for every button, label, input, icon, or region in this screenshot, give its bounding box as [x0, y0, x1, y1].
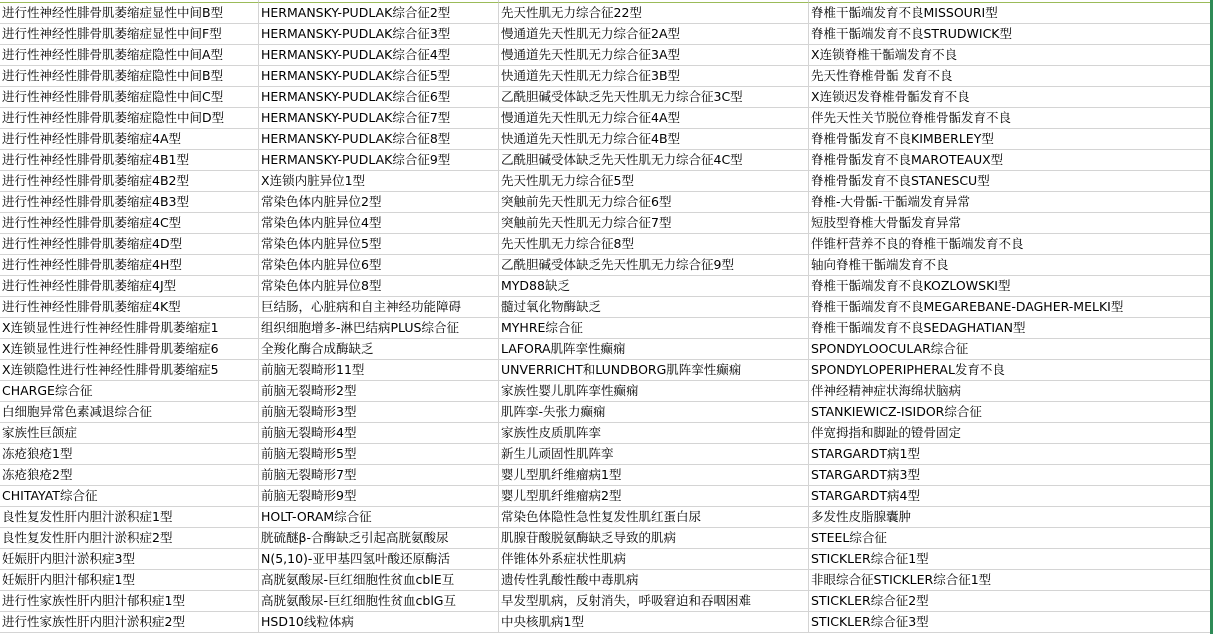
table-cell[interactable]: 脊椎干骺端发育不良MISSOURI型	[809, 3, 1213, 24]
table-cell[interactable]: 冻疮狼疮2型	[0, 465, 259, 486]
table-cell[interactable]: X连锁显性进行性神经性腓骨肌萎缩症6	[0, 339, 259, 360]
table-cell[interactable]: 新生儿顽固性肌阵挛	[499, 444, 809, 465]
table-cell[interactable]: 早发型肌病，反射消失，呼吸窘迫和吞咽困难	[499, 591, 809, 612]
table-cell[interactable]: 常染色体隐性急性复发性肌红蛋白尿	[499, 507, 809, 528]
table-cell[interactable]: 婴儿型肌纤维瘤病2型	[499, 486, 809, 507]
table-cell[interactable]: 白细胞异常色素减退综合征	[0, 402, 259, 423]
table-cell[interactable]: 巨结肠，心脏病和自主神经功能障碍	[259, 297, 499, 318]
table-cell[interactable]: 组织细胞增多-淋巴结病PLUS综合征	[259, 318, 499, 339]
table-cell[interactable]: 脊椎干骺端发育不良MEGAREBANE-DAGHER-MELKI型	[809, 297, 1213, 318]
table-cell[interactable]: 遗传性乳酸性酸中毒肌病	[499, 570, 809, 591]
table-cell[interactable]: 脊椎-大骨骺-干骺端发育异常	[809, 192, 1213, 213]
table-cell[interactable]: 肌腺苷酸脱氨酶缺乏导致的肌病	[499, 528, 809, 549]
table-cell[interactable]: 中央核肌病1型	[499, 612, 809, 633]
table-cell[interactable]: STICKLER综合征3型	[809, 612, 1213, 633]
table-cell[interactable]: 非眼综合征STICKLER综合征1型	[809, 570, 1213, 591]
table-cell[interactable]: 快通道先天性肌无力综合征3B型	[499, 66, 809, 87]
table-cell[interactable]: STEEL综合征	[809, 528, 1213, 549]
table-cell[interactable]: 常染色体内脏异位2型	[259, 192, 499, 213]
table-cell[interactable]: X连锁内脏异位1型	[259, 171, 499, 192]
table-cell[interactable]: CHARGE综合征	[0, 381, 259, 402]
table-cell[interactable]: 伴锥杆营养不良的脊椎干骺端发育不良	[809, 234, 1213, 255]
table-cell[interactable]: 高胱氨酸尿-巨红细胞性贫血cblE互	[259, 570, 499, 591]
table-cell[interactable]: 先天性肌无力综合征8型	[499, 234, 809, 255]
table-cell[interactable]: SPONDYLOPERIPHERAL发育不良	[809, 360, 1213, 381]
table-cell[interactable]: 婴儿型肌纤维瘤病1型	[499, 465, 809, 486]
table-cell[interactable]: 冻疮狼疮1型	[0, 444, 259, 465]
table-cell[interactable]: 进行性神经性腓骨肌萎缩症显性中间B型	[0, 3, 259, 24]
table-cell[interactable]: 进行性神经性腓骨肌萎缩症4D型	[0, 234, 259, 255]
table-cell[interactable]: STARGARDT病1型	[809, 444, 1213, 465]
table-cell[interactable]: X连锁迟发脊椎骨骺发育不良	[809, 87, 1213, 108]
table-cell[interactable]: HERMANSKY-PUDLAK综合征5型	[259, 66, 499, 87]
table-cell[interactable]: 脊椎干骺端发育不良KOZLOWSKI型	[809, 276, 1213, 297]
table-cell[interactable]: 进行性神经性腓骨肌萎缩症4B1型	[0, 150, 259, 171]
table-cell[interactable]: 伴先天性关节脱位脊椎骨骺发育不良	[809, 108, 1213, 129]
table-cell[interactable]: STICKLER综合征1型	[809, 549, 1213, 570]
table-cell[interactable]: 进行性家族性肝内胆汁郁积症1型	[0, 591, 259, 612]
table-cell[interactable]: 伴锥体外系症状性肌病	[499, 549, 809, 570]
table-cell[interactable]: 进行性神经性腓骨肌萎缩症显性中间F型	[0, 24, 259, 45]
table-cell[interactable]: 妊娠肝内胆汁郁积症1型	[0, 570, 259, 591]
table-cell[interactable]: 伴宽拇指和脚趾的镫骨固定	[809, 423, 1213, 444]
table-cell[interactable]: 进行性神经性腓骨肌萎缩症4H型	[0, 255, 259, 276]
table-cell[interactable]: X连锁隐性进行性神经性腓骨肌萎缩症5	[0, 360, 259, 381]
table-cell[interactable]: 胱硫醚β-合酶缺乏引起高胱氨酸尿	[259, 528, 499, 549]
table-cell[interactable]: 良性复发性肝内胆汁淤积症1型	[0, 507, 259, 528]
table-cell[interactable]: 短肢型脊椎大骨骺发育异常	[809, 213, 1213, 234]
table-cell[interactable]: 慢通道先天性肌无力综合征4A型	[499, 108, 809, 129]
table-cell[interactable]: 良性复发性肝内胆汁淤积症2型	[0, 528, 259, 549]
table-cell[interactable]: HSD10线粒体病	[259, 612, 499, 633]
table-cell[interactable]: 慢通道先天性肌无力综合征3A型	[499, 45, 809, 66]
table-cell[interactable]: HERMANSKY-PUDLAK综合征9型	[259, 150, 499, 171]
table-cell[interactable]: STICKLER综合征2型	[809, 591, 1213, 612]
table-cell[interactable]: X连锁显性进行性神经性腓骨肌萎缩症1	[0, 318, 259, 339]
table-cell[interactable]: HERMANSKY-PUDLAK综合征6型	[259, 87, 499, 108]
table-cell[interactable]: MYHRE综合征	[499, 318, 809, 339]
table-cell[interactable]: 先天性脊椎骨骺 发育不良	[809, 66, 1213, 87]
table-cell[interactable]: 家族性皮质肌阵挛	[499, 423, 809, 444]
table-cell[interactable]: LAFORA肌阵挛性癫痫	[499, 339, 809, 360]
table-cell[interactable]: HERMANSKY-PUDLAK综合征7型	[259, 108, 499, 129]
table-cell[interactable]: 前脑无裂畸形7型	[259, 465, 499, 486]
table-cell[interactable]: 妊娠肝内胆汁淤积症3型	[0, 549, 259, 570]
table-cell[interactable]: 先天性肌无力综合征5型	[499, 171, 809, 192]
table-cell[interactable]: 乙酰胆碱受体缺乏先天性肌无力综合征3C型	[499, 87, 809, 108]
table-cell[interactable]: 肌阵挛-失张力癫痫	[499, 402, 809, 423]
table-cell[interactable]: 脊椎干骺端发育不良STRUDWICK型	[809, 24, 1213, 45]
table-cell[interactable]: 进行性神经性腓骨肌萎缩症隐性中间D型	[0, 108, 259, 129]
table-cell[interactable]: 进行性神经性腓骨肌萎缩症隐性中间B型	[0, 66, 259, 87]
table-cell[interactable]: 前脑无裂畸形5型	[259, 444, 499, 465]
table-cell[interactable]: 慢通道先天性肌无力综合征2A型	[499, 24, 809, 45]
table-cell[interactable]: 进行性神经性腓骨肌萎缩症4J型	[0, 276, 259, 297]
table-cell[interactable]: 轴向脊椎干骺端发育不良	[809, 255, 1213, 276]
table-cell[interactable]: UNVERRICHT和LUNDBORG肌阵挛性癫痫	[499, 360, 809, 381]
table-cell[interactable]: 前脑无裂畸形2型	[259, 381, 499, 402]
table-cell[interactable]: 进行性神经性腓骨肌萎缩症4B3型	[0, 192, 259, 213]
table-cell[interactable]: 脊椎干骺端发育不良SEDAGHATIAN型	[809, 318, 1213, 339]
table-cell[interactable]: 常染色体内脏异位6型	[259, 255, 499, 276]
table-cell[interactable]: 进行性神经性腓骨肌萎缩症4K型	[0, 297, 259, 318]
table-cell[interactable]: HERMANSKY-PUDLAK综合征2型	[259, 3, 499, 24]
table-cell[interactable]: 常染色体内脏异位8型	[259, 276, 499, 297]
table-cell[interactable]: 先天性肌无力综合征22型	[499, 3, 809, 24]
table-cell[interactable]: 前脑无裂畸形3型	[259, 402, 499, 423]
table-cell[interactable]: SPONDYLOOCULAR综合征	[809, 339, 1213, 360]
table-cell[interactable]: 脊椎骨骺发育不良KIMBERLEY型	[809, 129, 1213, 150]
table-cell[interactable]: MYD88缺乏	[499, 276, 809, 297]
table-cell[interactable]: 进行性神经性腓骨肌萎缩症隐性中间A型	[0, 45, 259, 66]
table-cell[interactable]: CHITAYAT综合征	[0, 486, 259, 507]
table-cell[interactable]: 常染色体内脏异位4型	[259, 213, 499, 234]
table-cell[interactable]: 进行性神经性腓骨肌萎缩症4B2型	[0, 171, 259, 192]
table-cell[interactable]: 常染色体内脏异位5型	[259, 234, 499, 255]
table-cell[interactable]: 突触前先天性肌无力综合征6型	[499, 192, 809, 213]
table-cell[interactable]: HERMANSKY-PUDLAK综合征3型	[259, 24, 499, 45]
table-cell[interactable]: HOLT-ORAM综合征	[259, 507, 499, 528]
table-cell[interactable]: 快通道先天性肌无力综合征4B型	[499, 129, 809, 150]
table-cell[interactable]: X连锁脊椎干骺端发育不良	[809, 45, 1213, 66]
table-cell[interactable]: 脊椎骨骺发育不良MAROTEAUX型	[809, 150, 1213, 171]
table-cell[interactable]: 乙酰胆碱受体缺乏先天性肌无力综合征4C型	[499, 150, 809, 171]
table-cell[interactable]: 前脑无裂畸形4型	[259, 423, 499, 444]
table-cell[interactable]: 进行性神经性腓骨肌萎缩症隐性中间C型	[0, 87, 259, 108]
table-cell[interactable]: HERMANSKY-PUDLAK综合征4型	[259, 45, 499, 66]
table-cell[interactable]: 家族性婴儿肌阵挛性癫痫	[499, 381, 809, 402]
table-cell[interactable]: 突触前先天性肌无力综合征7型	[499, 213, 809, 234]
table-cell[interactable]: 高胱氨酸尿-巨红细胞性贫血cblG互	[259, 591, 499, 612]
table-cell[interactable]: 家族性巨颌症	[0, 423, 259, 444]
table-cell[interactable]: 多发性皮脂腺囊肿	[809, 507, 1213, 528]
table-cell[interactable]: STARGARDT病3型	[809, 465, 1213, 486]
table-cell[interactable]: HERMANSKY-PUDLAK综合征8型	[259, 129, 499, 150]
table-cell[interactable]: 全羧化酶合成酶缺乏	[259, 339, 499, 360]
table-cell[interactable]: 进行性神经性腓骨肌萎缩症4A型	[0, 129, 259, 150]
table-cell[interactable]: 伴神经精神症状海绵状脑病	[809, 381, 1213, 402]
table-cell[interactable]: 进行性家族性肝内胆汁淤积症2型	[0, 612, 259, 633]
table-cell[interactable]: STARGARDT病4型	[809, 486, 1213, 507]
table-cell[interactable]: 髓过氧化物酶缺乏	[499, 297, 809, 318]
table-cell[interactable]: STANKIEWICZ-ISIDOR综合征	[809, 402, 1213, 423]
table-cell[interactable]: N(5,10)-亚甲基四氢叶酸还原酶活	[259, 549, 499, 570]
table-cell[interactable]: 前脑无裂畸形11型	[259, 360, 499, 381]
table-cell[interactable]: 进行性神经性腓骨肌萎缩症4C型	[0, 213, 259, 234]
table-cell[interactable]: 前脑无裂畸形9型	[259, 486, 499, 507]
table-cell[interactable]: 乙酰胆碱受体缺乏先天性肌无力综合征9型	[499, 255, 809, 276]
table-cell[interactable]: 脊椎骨骺发育不良STANESCU型	[809, 171, 1213, 192]
